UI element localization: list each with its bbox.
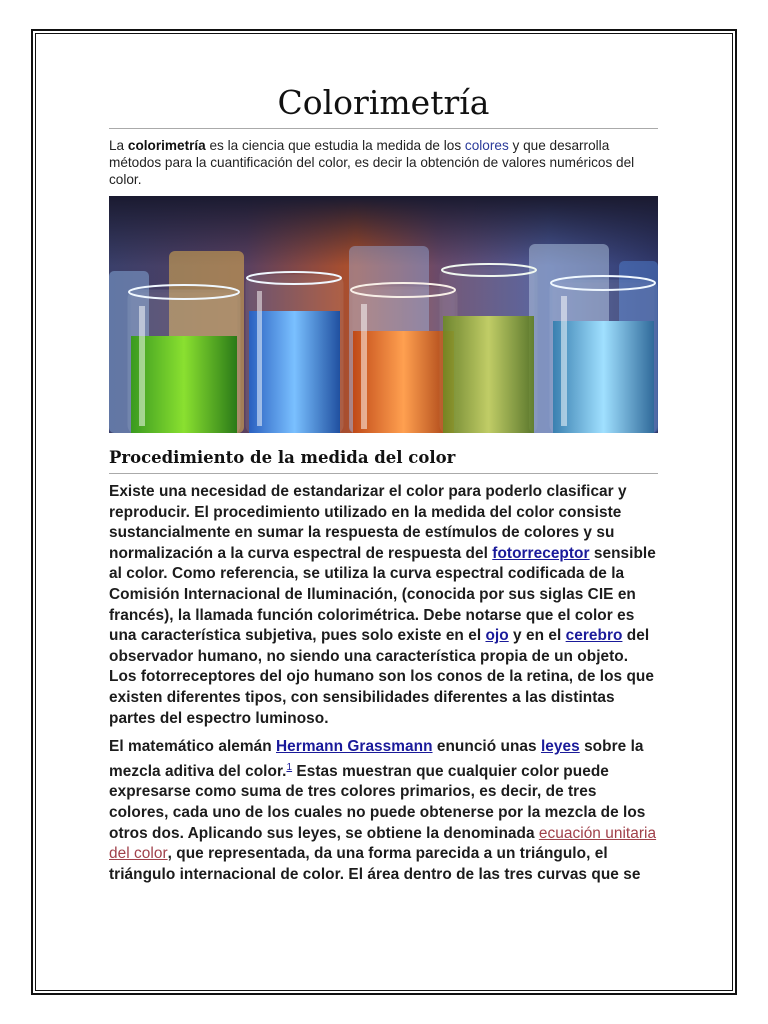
body-text: sobre la mezcla aditiva del color. [109, 738, 644, 780]
body-text: , que representada, da una forma parecida a un triángulo, el triángulo internacional de color. El área dentro de las tres curvas que se [109, 845, 641, 883]
fotorreceptor-link[interactable]: fotorreceptor [492, 544, 590, 562]
ecuacion-unitaria-link[interactable]: ecuación unitaria del color [109, 824, 657, 863]
intro-text: es la ciencia que estudia la medida de los [205, 138, 465, 153]
section-heading: Procedimiento de la medida del color [109, 447, 658, 474]
body-text: del observador humano, no siendo una característica propia de un objeto. Los fotorreceptores del ojo humano son los conos de la retina, de los que existen diferentes tipos, con sensibilidades diferentes a las distintas partes del espectro luminoso. [109, 627, 654, 727]
test-tubes-photo [109, 196, 658, 433]
body-text: sensible al color. Como referencia, se utiliza la curva espectral codificada de la Comisión Internacional de Iluminación, (conocida por sus siglas CIE en francés), la llamada función colorimétrica. Debe notarse que el color es una característica subjetiva, pues solo existe en el [109, 544, 656, 645]
ojo-link[interactable]: ojo [485, 627, 509, 645]
cerebro-link[interactable]: cerebro [565, 627, 623, 645]
intro-text: La [109, 138, 128, 153]
leyes-link[interactable]: leyes [540, 738, 580, 756]
paragraph-1 [109, 482, 658, 729]
paragraph-2 [109, 737, 658, 885]
intro-bold-term: colorimetría [127, 138, 206, 153]
colores-link[interactable]: colores [464, 138, 509, 153]
intro-text: y que desarrolla métodos para la cuantificación del color, es decir la obtención de valores numéricos del color. [109, 138, 635, 187]
body-text: Estas muestran que cualquier color puede expresarse como suma de tres colores primarios, es decir, de tres colores, cada uno de los cuales no puede obtenerse por la mezcla de los otros dos. Aplicando sus leyes, se obtiene la denominada [109, 762, 646, 842]
footnote-1-link[interactable]: 1 [286, 761, 293, 773]
body-text: El matemático alemán [109, 738, 276, 756]
page-title: Colorimetría [109, 82, 658, 129]
document-content [109, 82, 658, 885]
hermann-grassmann-link[interactable]: Hermann Grassmann [276, 738, 433, 756]
body-text: y en el [508, 627, 566, 645]
body-text: enunció unas [432, 738, 541, 756]
intro-paragraph [109, 137, 658, 188]
body-text: Existe una necesidad de estandarizar el color para poderlo clasificar y reproducir. El procedimiento utilizado en la medida del color consiste sustancialmente en sumar la respuesta de estímulos de colores y su normalización a la curva espectral de respuesta del [109, 483, 627, 562]
